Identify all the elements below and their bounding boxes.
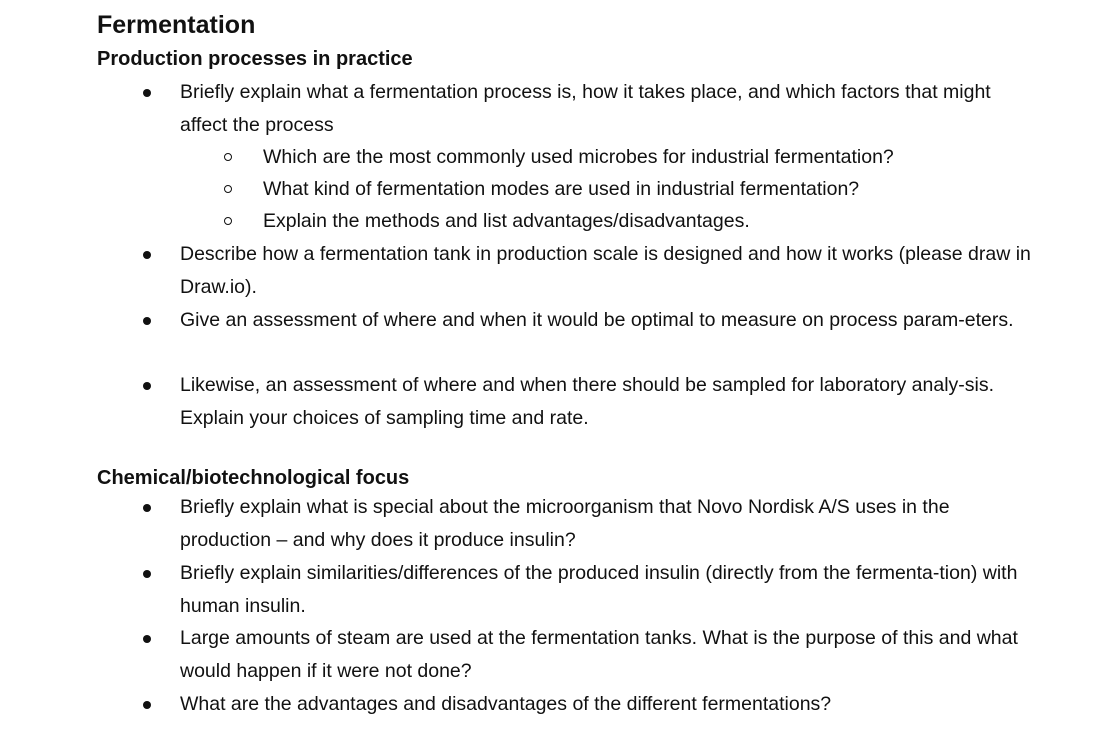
list-item-text: Briefly explain similarities/differences of the produced insulin (directly from the fermenta-tion) with human insulin. (180, 562, 1018, 617)
section-heading-production: Production processes in practice (97, 48, 413, 70)
list-item-text: What are the advantages and disadvantages of the different fermentations? (180, 693, 832, 715)
hollow-circle-bullet-icon (224, 217, 232, 225)
list-item (180, 688, 1040, 721)
sub-list-item-text: Which are the most commonly used microbes for industrial fermentation? (263, 146, 894, 168)
bullet-icon (143, 382, 151, 390)
list-item (180, 304, 1040, 337)
list-item (180, 76, 1040, 141)
list-item-text: Give an assessment of where and when it would be optimal to measure on process param-eters. (180, 309, 1014, 331)
bullet-icon (143, 701, 151, 709)
list-item-text: Briefly explain what is special about the microorganism that Novo Nordisk A/S uses in the production – and why does it produce insulin? (180, 496, 950, 551)
sub-list-item (263, 173, 1043, 205)
list-item-text: Likewise, an assessment of where and when there should be sampled for laboratory analy-sis. Explain your choices of sampling time and rate. (180, 374, 995, 429)
list-item (180, 369, 1040, 434)
bullet-icon (143, 89, 151, 97)
list-item (180, 622, 1040, 687)
list-item (180, 557, 1040, 622)
bullet-icon (143, 251, 151, 259)
hollow-circle-bullet-icon (224, 153, 232, 161)
hollow-circle-bullet-icon (224, 185, 232, 193)
bullet-icon (143, 504, 151, 512)
list-item (180, 491, 1040, 556)
bullet-icon (143, 317, 151, 325)
sub-list-item-text: What kind of fermentation modes are used in industrial fermentation? (263, 178, 860, 200)
sub-list-item-text: Explain the methods and list advantages/disadvantages. (263, 210, 750, 232)
bullet-icon (143, 570, 151, 578)
sub-list-item (263, 205, 1043, 237)
list-item-text: Briefly explain what a fermentation process is, how it takes place, and which factors that might affect the process (180, 81, 991, 136)
list-item-text: Large amounts of steam are used at the fermentation tanks. What is the purpose of this and what would happen if it were not done? (180, 627, 1018, 682)
bullet-icon (143, 635, 151, 643)
document-title: Fermentation (97, 11, 256, 39)
sub-list-item (263, 141, 1043, 173)
list-item (180, 238, 1040, 303)
section-heading-chemical: Chemical/biotechnological focus (97, 467, 410, 489)
list-item-text: Describe how a fermentation tank in production scale is designed and how it works (please draw in Draw.io). (180, 243, 1031, 298)
